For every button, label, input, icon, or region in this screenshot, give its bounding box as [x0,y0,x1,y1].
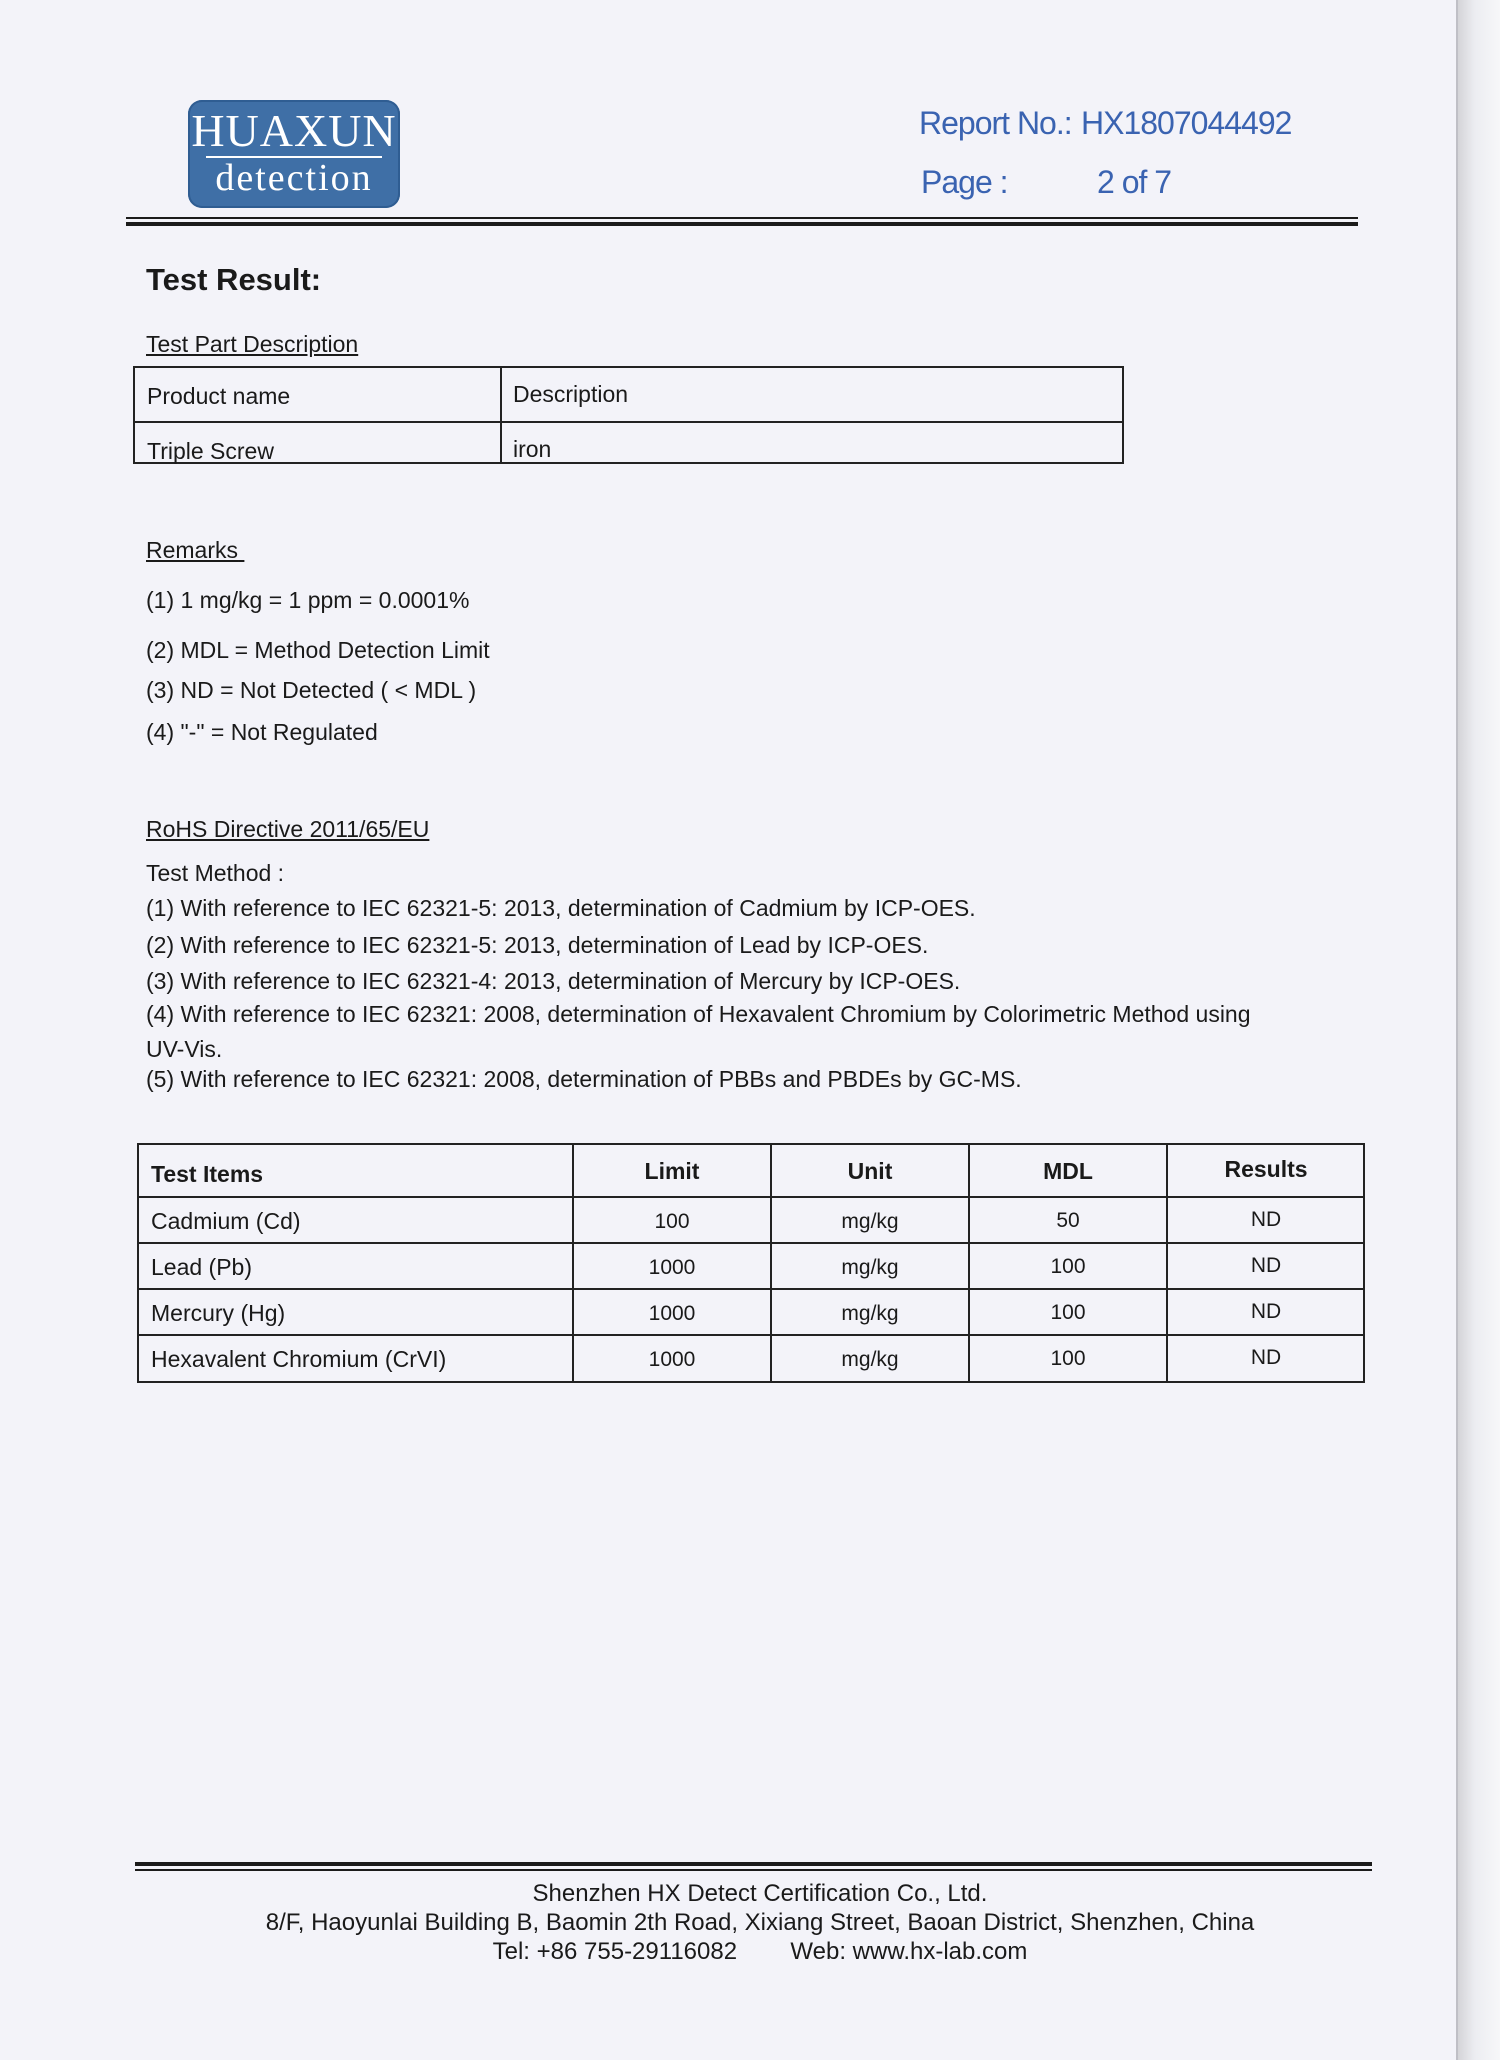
product-table-divider [500,368,502,462]
results-cell-mdl: 50 [1056,1209,1080,1232]
footer-rule-bottom [135,1869,1372,1871]
header-rule-top [126,217,1358,219]
results-cell-item: Lead (Pb) [151,1254,253,1280]
header-rule-bottom [126,222,1358,226]
footer-company: Shenzhen HX Detect Certification Co., Ltd. [532,1880,988,1907]
results-cell-limit: 1000 [648,1256,696,1279]
results-cell-limit: 1000 [648,1302,696,1325]
test-method-item: (2) With reference to IEC 62321-5: 2013, determination of Lead by ICP-OES. [146,932,929,958]
results-cell-result: ND [1250,1346,1282,1369]
results-header-test-items: Test Items [151,1161,264,1187]
remark-item: (4) "-" = Not Regulated [146,719,378,745]
test-method-item: (5) With reference to IEC 62321: 2008, determination of PBBs and PBDEs by GC-MS. [146,1066,1022,1092]
page-label: Page : [921,164,1008,200]
results-cell-unit: mg/kg [841,1256,899,1279]
product-table-header-product: Product name [147,383,291,409]
report-no-value: HX1807044492 [1081,105,1292,141]
results-header-results: Results [1224,1156,1308,1182]
product-table-cell-product: Triple Screw [147,438,274,464]
results-table [137,1143,1365,1383]
results-cell-mdl: 100 [1050,1347,1086,1370]
test-method-item: (1) With reference to IEC 62321-5: 2013, determination of Cadmium by ICP-OES. [146,895,976,921]
results-cell-limit: 1000 [648,1348,696,1371]
remarks-heading [146,537,244,564]
product-table-row-divider [135,421,1122,423]
test-method-item: UV-Vis. [146,1036,223,1062]
results-row-divider [139,1242,1363,1244]
test-part-heading: Test Part Description [146,331,359,357]
test-method-item: (4) With reference to IEC 62321: 2008, determination of Hexavalent Chromium by Colorimetric Method using [146,1001,1251,1027]
product-table [133,366,1124,464]
rohs-heading: RoHS Directive 2011/65/EU [146,816,430,842]
results-cell-limit: 100 [654,1210,690,1233]
page-edge [1456,0,1500,2060]
results-cell-unit: mg/kg [841,1302,899,1325]
results-cell-unit: mg/kg [841,1348,899,1371]
results-cell-item: Mercury (Hg) [151,1300,286,1326]
page-number: 2 of 7 [1097,164,1172,200]
results-header-mdl: MDL [1043,1158,1093,1184]
test-method-item: (3) With reference to IEC 62321-4: 2013, determination of Mercury by ICP-OES. [146,968,961,994]
footer-rule-top [135,1862,1372,1866]
results-cell-result: ND [1250,1208,1282,1231]
results-cell-item: Hexavalent Chromium (CrVI) [151,1346,447,1372]
footer-contact: Tel: +86 755-29116082 Web: www.hx-lab.com [492,1938,1028,1965]
test-method-label: Test Method : [146,860,285,886]
results-row-divider [139,1288,1363,1290]
results-cell-item: Cadmium (Cd) [151,1208,301,1234]
results-row-divider [139,1196,1363,1198]
results-row-divider [139,1334,1363,1336]
results-cell-result: ND [1250,1254,1282,1277]
results-cell-result: ND [1250,1300,1282,1323]
remark-item: (3) ND = Not Detected ( < MDL ) [146,677,477,703]
huaxun-logo [188,100,400,208]
results-cell-mdl: 100 [1050,1301,1086,1324]
footer-address: 8/F, Haoyunlai Building B, Baomin 2th Road, Xixiang Street, Baoan District, Shenzhen, China [265,1909,1255,1936]
section-title: Test Result: [146,262,322,297]
results-cell-mdl: 100 [1050,1255,1086,1278]
remark-item: (2) MDL = Method Detection Limit [146,637,490,663]
remark-item: (1) 1 mg/kg = 1 ppm = 0.0001% [146,587,470,613]
results-header-unit: Unit [847,1158,893,1184]
product-table-cell-description: iron [513,436,552,462]
remarks-heading-text: Remarks [146,537,239,563]
results-cell-unit: mg/kg [841,1210,899,1233]
product-table-header-description: Description [513,381,629,407]
logo-name: HUAXUN [191,105,397,156]
logo-tagline: detection [215,157,373,199]
results-header-limit: Limit [644,1158,700,1184]
report-no-label: Report No.: [919,105,1072,141]
